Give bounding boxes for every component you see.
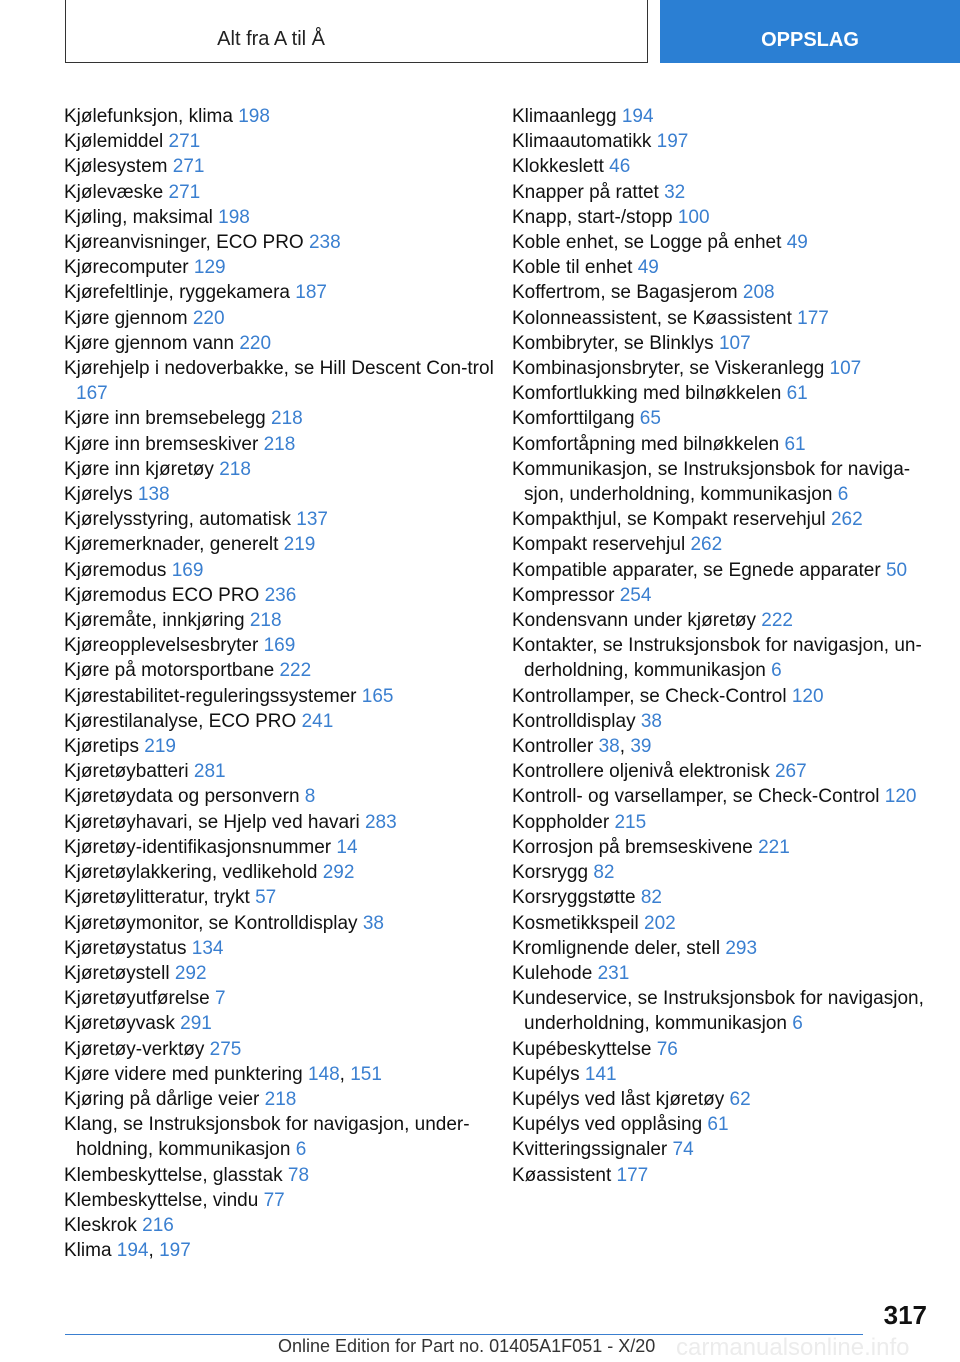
index-entry-text: Kjøretøy-identifikasjonsnummer (64, 836, 337, 858)
index-entry (64, 406, 494, 431)
page-reference-link[interactable]: 32 (664, 181, 686, 203)
index-entry-text: Kjøreanvisninger, ECO PRO (64, 232, 309, 254)
page-reference-link[interactable]: 220 (239, 332, 272, 354)
index-entry-text: Kupélys (512, 1063, 585, 1085)
index-entry-text: Kjøretøylitteratur, trykt (64, 887, 256, 909)
page-reference-link[interactable]: 50 (885, 559, 908, 581)
index-entry (64, 457, 494, 482)
section-title: Alt fra A til Å (217, 28, 325, 50)
index-entry-text: Kontrollere oljenivå elektronisk (512, 761, 775, 783)
index-entry (64, 1188, 494, 1213)
page-reference-link[interactable]: 107 (829, 358, 862, 380)
index-entry: Kontroller 38, 39 (512, 736, 652, 758)
index-entry-text: Kjøre videre med punktering (64, 1063, 308, 1085)
index-entry-text: Kondensvann under kjøretøy (512, 610, 762, 632)
index-entry-text: Kjøretøybatteri (64, 761, 194, 783)
index-entry-text: Kjøremåte, innkjøring (64, 610, 250, 632)
index-entry-text: Korrosjon på bremseskivene (512, 836, 759, 858)
index-entry-text: Kjølevæske (64, 181, 169, 203)
index-entry (64, 734, 494, 759)
page-reference-link[interactable]: 6 (837, 484, 849, 506)
index-entry-text: Kjøretips (64, 736, 145, 758)
page-reference-link[interactable]: 194 (621, 106, 654, 127)
page-reference-link[interactable]: 292 (174, 962, 207, 984)
section-tab[interactable]: OPPSLAG (660, 0, 960, 63)
page-reference-link[interactable]: 61 (786, 383, 808, 405)
index-entry (512, 129, 942, 154)
index-entry (512, 835, 942, 860)
index-entry (512, 331, 942, 356)
index-entry-text: Koffertrom, se Bagasjerom (512, 282, 743, 304)
index-entry-text: Koble til enhet (512, 257, 638, 279)
index-column-right (512, 104, 942, 1188)
index-entry-text: Kjøretøymonitor, se Kontrolldisplay (64, 912, 363, 934)
index-entry (512, 759, 942, 784)
page-reference-link[interactable]: 238 (308, 232, 341, 254)
index-entry (64, 684, 494, 709)
page-reference-link[interactable]: 165 (361, 685, 394, 707)
page-reference-link[interactable]: 218 (249, 610, 282, 632)
index-entry (64, 1112, 494, 1162)
index-entry (64, 759, 494, 784)
index-entry-text: Kosmetikkspeil (512, 912, 644, 934)
index-entry (64, 180, 494, 205)
page-reference-link[interactable]: 271 (172, 156, 205, 178)
page-reference-link[interactable]: 292 (322, 862, 355, 884)
index-entry-text: Kjøretøystatus (64, 937, 192, 959)
page-reference-link[interactable]: 62 (729, 1088, 751, 1110)
index-entry-text: Kupélys ved opplåsing (512, 1114, 708, 1136)
index-entry (64, 507, 494, 532)
page-reference-link[interactable]: 202 (644, 912, 676, 934)
page-reference-link[interactable]: 216 (142, 1214, 174, 1236)
index-entry-text: Kjøretøydata og personvern (64, 786, 305, 808)
page-reference-link[interactable]: 197 (656, 131, 689, 153)
page-reference-link[interactable]: 198 (218, 206, 250, 228)
page-reference-link[interactable]: 8 (304, 786, 316, 808)
index-entry (64, 1163, 494, 1188)
page-reference-link[interactable]: 38 (598, 736, 620, 758)
index-entry-text: Koble enhet, se Logge på enhet (512, 232, 787, 254)
index-entry (64, 911, 494, 936)
footer-edition: Online Edition for Part no. 01405A1F051 - X/20 (278, 1336, 656, 1356)
index-entry (512, 457, 942, 507)
page-reference-link[interactable]: 231 (597, 962, 630, 984)
page-reference-link[interactable]: 138 (137, 484, 170, 506)
index-entry-text: Kjøretøystell (64, 962, 175, 984)
page-reference-link[interactable]: 46 (609, 156, 631, 178)
index-entry (512, 911, 942, 936)
page-reference-link[interactable]: 82 (593, 862, 615, 884)
index-entry-text: Kjøretøylakkering, vedlikehold (64, 862, 323, 884)
page-reference-link[interactable]: 38 (640, 710, 662, 732)
index-entry-text: Kjøring på dårlige veier (64, 1088, 265, 1110)
page-reference-link[interactable]: 197 (159, 1240, 191, 1262)
page-reference-link[interactable]: 78 (287, 1164, 310, 1186)
page-reference-link[interactable]: 221 (758, 836, 790, 858)
page-reference-link[interactable]: 38 (362, 912, 384, 934)
page-reference-link[interactable]: 6 (295, 1139, 307, 1161)
page-reference-link[interactable]: 6 (771, 660, 782, 682)
index-entry (512, 936, 942, 961)
page-reference-link[interactable]: 219 (283, 534, 316, 556)
index-entry-text: Klima (64, 1240, 117, 1262)
page-reference-link[interactable]: 291 (180, 1013, 212, 1035)
index-entry-text: Kjøre gjennom (64, 307, 193, 329)
page-reference-link[interactable]: 262 (830, 509, 863, 531)
page-reference-link[interactable]: 236 (264, 584, 297, 606)
index-entry (512, 986, 942, 1036)
index-entry-text: Knapp, start-/stopp (512, 206, 678, 228)
index-entry (512, 1137, 942, 1162)
index-entry: Kjøre videre med punktering 148, 151 (64, 1063, 382, 1085)
index-entry-text: Klimaanlegg (512, 106, 622, 127)
page-reference-link[interactable]: 129 (193, 257, 226, 279)
index-entry-text: Kupélys ved låst kjøretøy (512, 1088, 730, 1110)
index-entry-text: Kombinasjonsbryter, se Viskeranlegg (512, 358, 830, 380)
index-entry (512, 432, 942, 457)
index-entry-text: Kontrollamper, se Check-Control (512, 685, 792, 707)
index-entry-text: Kjøre inn bremseskiver (64, 433, 264, 455)
page-reference-link[interactable]: 61 (784, 433, 806, 455)
index-entry (512, 381, 942, 406)
page-reference-link[interactable]: 218 (264, 1088, 297, 1110)
page-reference-link[interactable]: 208 (742, 282, 775, 304)
index-entry (512, 558, 942, 583)
index-entry (64, 1011, 494, 1036)
header-frame (65, 0, 648, 63)
index-entry-text: Komforttilgang (512, 408, 640, 430)
index-entry-text: Kjøretøyhavari, se Hjelp ved havari (64, 811, 365, 833)
index-column-left (64, 104, 494, 1263)
page-reference-link[interactable]: 215 (614, 811, 647, 833)
index-entry (512, 1112, 942, 1137)
page-reference-link[interactable]: 219 (144, 736, 176, 758)
index-entry (512, 356, 942, 381)
index-entry (64, 482, 494, 507)
index-entry-text: Kjørehjelp i nedoverbakke, se Hill Descent Con-trol (64, 358, 494, 380)
index-entry-text: Kjøre gjennom vann (64, 332, 240, 354)
index-entry (64, 986, 494, 1011)
page-reference-link[interactable]: 77 (263, 1189, 285, 1211)
index-entry-text: Kontroll- og varsellamper, se Check-Control (512, 786, 885, 808)
page-reference-link[interactable]: 49 (786, 232, 808, 254)
index-entry-text: Korsrygg (512, 862, 594, 884)
index-entry-text: Klang, se Instruksjonsbok for navigasjon, under-holdning, kommunikasjon (64, 1114, 470, 1161)
index-entry (512, 104, 942, 129)
index-entry-text: Kjølefunksjon, klima (64, 106, 239, 127)
index-entry-text: Kjøre på motorsportbane (64, 660, 280, 682)
page-reference-link[interactable]: 275 (209, 1038, 242, 1060)
index-entry-text: Kleskrok (64, 1214, 143, 1236)
index-entry (64, 961, 494, 986)
index-entry (512, 306, 942, 331)
page-reference-link[interactable]: 169 (171, 559, 204, 581)
index-entry (64, 784, 494, 809)
index-entry-text: Kjøretøyvask (64, 1013, 181, 1035)
index-entry (64, 558, 494, 583)
page-reference-link[interactable]: 137 (296, 509, 328, 531)
index-entry-text: Klembeskyttelse, glasstak (64, 1164, 288, 1186)
page-reference-link[interactable]: 61 (707, 1114, 729, 1136)
index-entry (64, 205, 494, 230)
index-entry-text: Kundeservice, se Instruksjonsbok for navigasjon, underholdning, kommunikasjon (512, 988, 924, 1035)
index-entry-text: Komfortåpning med bilnøkkelen (512, 433, 785, 455)
page-reference-link[interactable]: 283 (364, 811, 397, 833)
page-reference-link[interactable]: 141 (584, 1063, 617, 1085)
index-entry-text: Komfortlukking med bilnøkkelen (512, 383, 787, 405)
index-entry (512, 180, 942, 205)
index-entry (64, 532, 494, 557)
index-entry-text: Kjørestabilitet-reguleringssystemer (64, 685, 362, 707)
page-reference-link[interactable]: 281 (193, 761, 226, 783)
page-reference-link[interactable]: 220 (192, 307, 225, 329)
page-reference-link[interactable]: 177 (616, 1164, 649, 1186)
page-reference-link[interactable]: 74 (672, 1139, 694, 1161)
index-entry (512, 784, 942, 809)
index-entry-text: Kompressor (512, 584, 620, 606)
page-reference-link[interactable]: 14 (336, 836, 358, 858)
page-reference-link[interactable]: 194 (116, 1240, 149, 1262)
index-entry (64, 633, 494, 658)
index-entry-text: Kjørecomputer (64, 257, 194, 279)
index-entry (512, 684, 942, 709)
index-entry-text: Kontakter, se Instruksjonsbok for navigasjon, un-derholdning, kommunikasjon (512, 635, 922, 682)
index-entry (512, 810, 942, 835)
index-entry (64, 936, 494, 961)
index-entry-text: Kjøremodus ECO PRO (64, 584, 265, 606)
page-reference-link[interactable]: 148 (307, 1063, 340, 1085)
index-entry-text: Kjørelys (64, 484, 138, 506)
index-entry (512, 885, 942, 910)
index-entry (512, 255, 942, 280)
page-reference-link[interactable]: 120 (884, 786, 917, 808)
index-entry-text: Klimaautomatikk (512, 131, 657, 153)
index-entry-text: Koppholder (512, 811, 615, 833)
index-entry-text: Kompakt reservehjul (512, 534, 691, 556)
index-entry (512, 709, 942, 734)
index-entry (64, 104, 494, 129)
index-entry-text: Kulehode (512, 962, 598, 984)
index-entry-text: Kjøre inn bremsebelegg (64, 408, 271, 430)
index-entry-text: Kompakthjul, se Kompakt reservehjul (512, 509, 831, 531)
index-entry-text: Klokkeslett (512, 156, 610, 178)
index-entry-text: Kjøremerknader, generelt (64, 534, 284, 556)
index-entry (512, 280, 942, 305)
page-reference-link[interactable]: 198 (238, 106, 270, 127)
page-reference-link[interactable]: 65 (639, 408, 661, 430)
index-entry (64, 129, 494, 154)
page-reference-link[interactable]: 169 (263, 635, 296, 657)
index-entry (512, 1087, 942, 1112)
index-entry (64, 306, 494, 331)
index-entry (512, 532, 942, 557)
index-entry (64, 1037, 494, 1062)
page-reference-link[interactable]: 120 (791, 685, 824, 707)
index-entry (64, 1213, 494, 1238)
page-reference-link[interactable]: 151 (350, 1063, 382, 1085)
index-entry-text: Kupébeskyttelse (512, 1038, 657, 1060)
page-reference-link[interactable]: 271 (168, 131, 201, 153)
index-entry-text: Kjøremodus (64, 559, 172, 581)
index-entry (64, 280, 494, 305)
page-reference-link[interactable]: 262 (690, 534, 723, 556)
page-reference-link[interactable]: 222 (279, 660, 312, 682)
index-entry (64, 583, 494, 608)
index-entry-text: Kombibryter, se Blinklys (512, 332, 719, 354)
index-entry-text: Kjørelysstyring, automatisk (64, 509, 297, 531)
index-entry (64, 658, 494, 683)
index-entry (64, 356, 494, 406)
index-entry-text: Kjølesystem (64, 156, 173, 178)
index-entry-text: Kontrolldisplay (512, 710, 641, 732)
index-entry-text: Kompatible apparater, se Egnede apparater (512, 559, 886, 581)
index-entry-text: Kjøretøyutførelse (64, 988, 215, 1010)
watermark: carmanualsonline.info (676, 1334, 910, 1361)
page-reference-link[interactable]: 100 (677, 206, 710, 228)
index-entry (64, 810, 494, 835)
page-reference-link[interactable]: 293 (725, 937, 758, 959)
page-reference-link[interactable]: 76 (656, 1038, 678, 1060)
index-entry (64, 230, 494, 255)
page-reference-link[interactable]: 222 (761, 610, 793, 632)
page-reference-link[interactable]: 218 (271, 408, 303, 430)
index-entry (64, 1087, 494, 1112)
index-entry (512, 583, 942, 608)
index-entry-text: Kolonneassistent, se Køassistent (512, 307, 798, 329)
index-entry (512, 961, 942, 986)
index-entry (512, 1037, 942, 1062)
index-entry-text: Kjøreopplevelsesbryter (64, 635, 264, 657)
page-reference-link[interactable]: 49 (637, 257, 659, 279)
index-entry-text: Kjølemiddel (64, 131, 169, 153)
index-entry-text: Kontroller (512, 736, 599, 758)
index-entry (512, 608, 942, 633)
index-entry (512, 1062, 942, 1087)
page-reference-link[interactable]: 107 (718, 332, 751, 354)
index-entry-text: Køassistent (512, 1164, 617, 1186)
page-number: 317 (883, 1300, 927, 1330)
index-entry-text: Klembeskyttelse, vindu (64, 1189, 264, 1211)
page-reference-link[interactable]: 218 (263, 433, 296, 455)
page-reference-link[interactable]: 187 (295, 282, 327, 304)
index-entry (512, 633, 942, 683)
index-entry-text: Kjøling, maksimal (64, 206, 219, 228)
page-reference-link[interactable]: 167 (76, 383, 108, 405)
page-reference-link[interactable]: 254 (619, 584, 652, 606)
page-reference-link[interactable]: 39 (630, 736, 652, 758)
index-entry (512, 507, 942, 532)
index-entry (64, 608, 494, 633)
index-entry-text: Kjørefeltlinje, ryggekamera (64, 282, 296, 304)
index-entry-text: Kommunikasjon, se Instruksjonsbok for naviga-sjon, underholdning, kommunikasjon (512, 458, 911, 506)
index-entry-text: Kromlignende deler, stell (512, 937, 726, 959)
index-entry (64, 331, 494, 356)
index-entry-text: Korsryggstøtte (512, 887, 641, 909)
index-entry-text: Kjøre inn kjøretøy (64, 458, 220, 480)
index-entry-text: Knapper på rattet (512, 181, 665, 203)
index-entry (64, 154, 494, 179)
index-entry (64, 709, 494, 734)
page-reference-link[interactable]: 6 (792, 1013, 803, 1035)
index-entry (512, 406, 942, 431)
page-reference-link[interactable]: 177 (797, 307, 829, 329)
index-entry-text: Kvitteringssignaler (512, 1139, 673, 1161)
page-reference-link[interactable]: 271 (168, 181, 201, 203)
index-entry (64, 255, 494, 280)
index-entry (64, 885, 494, 910)
index-entry-text: Kjørestilanalyse, ECO PRO (64, 710, 302, 732)
index-entry: Klima 194, 197 (64, 1240, 191, 1262)
index-entry (512, 205, 942, 230)
page-reference-link[interactable]: 82 (640, 887, 662, 909)
index-entry (512, 230, 942, 255)
page-reference-link[interactable]: 218 (219, 458, 251, 480)
page-reference-link[interactable]: 241 (301, 710, 334, 732)
index-entry (64, 835, 494, 860)
index-entry (64, 860, 494, 885)
page-reference-link[interactable]: 267 (774, 761, 807, 783)
index-entry (512, 860, 942, 885)
page-reference-link[interactable]: 7 (214, 988, 226, 1010)
index-entry (512, 154, 942, 179)
index-entry (64, 432, 494, 457)
page-reference-link[interactable]: 57 (255, 887, 277, 909)
index-entry (512, 1163, 942, 1188)
page-reference-link[interactable]: 134 (191, 937, 224, 959)
index-entry-text: Kjøretøy-verktøy (64, 1038, 210, 1060)
